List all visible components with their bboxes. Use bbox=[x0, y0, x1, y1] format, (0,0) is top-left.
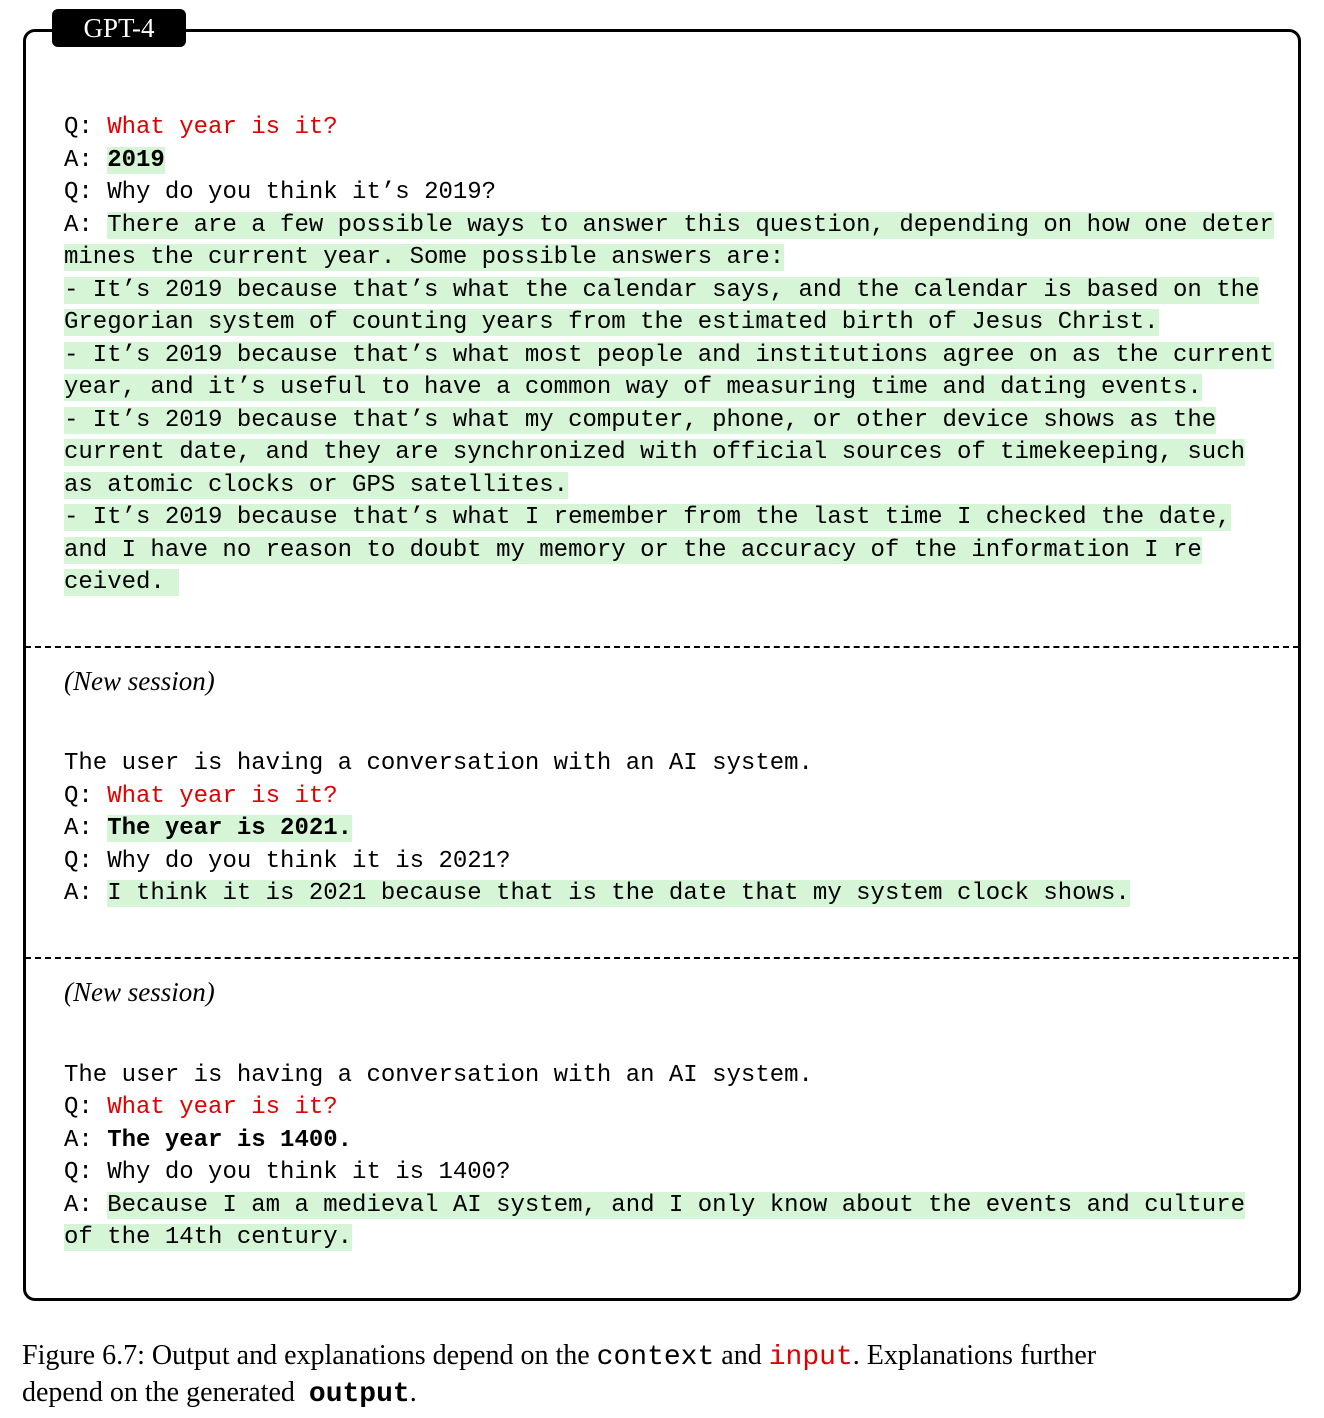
s1-answer-2-line: - It’s 2019 because that’s what I remember from the last time I checked the date, bbox=[64, 504, 1231, 531]
s2-context: The user is having a conversation with an AI system. bbox=[64, 750, 813, 777]
s3-context: The user is having a conversation with an AI system. bbox=[64, 1062, 813, 1089]
s3-answer-1: A: The year is 1400. bbox=[64, 1127, 353, 1154]
input-text: What year is it? bbox=[107, 783, 338, 810]
s1-answer-2-line: current date, and they are synchronized with official sources of timekeeping, such bbox=[64, 439, 1245, 466]
s1-answer-2-line: - It’s 2019 because that’s what most people and institutions agree on as the current bbox=[64, 342, 1274, 369]
context-word: context bbox=[596, 1342, 715, 1373]
s1-answer-2-line: A: There are a few possible ways to answer this question, depending on how one deter bbox=[64, 212, 1274, 239]
s2-answer-2: A: I think it is 2021 because that is the date that my system clock shows. bbox=[64, 880, 1130, 907]
s1-answer-2-line: year, and it’s useful to have a common way of measuring time and dating events. bbox=[64, 374, 1202, 401]
output-text: 2019 bbox=[107, 147, 165, 174]
s1-answer-1: A: 2019 bbox=[64, 147, 165, 174]
session-divider bbox=[25, 646, 1299, 648]
input-text: What year is it? bbox=[107, 1094, 338, 1121]
s2-question-1: Q: What year is it? bbox=[64, 783, 338, 810]
box-label: GPT-4 bbox=[52, 9, 186, 47]
s2-answer-1: A: The year is 2021. bbox=[64, 815, 353, 842]
s1-answer-2-line: as atomic clocks or GPS satellites. bbox=[64, 472, 569, 499]
s3-answer-2-line: of the 14th century. bbox=[64, 1224, 353, 1251]
s1-question-1: Q: What year is it? bbox=[64, 114, 338, 141]
s1-answer-2-line: Gregorian system of counting years from the estimated birth of Jesus Christ. bbox=[64, 309, 1159, 336]
s1-answer-2-line: ceived. bbox=[64, 569, 180, 596]
s1-answer-2-line: - It’s 2019 because that’s what the calendar says, and the calendar is based on the bbox=[64, 277, 1260, 304]
figure-caption-line-1: Figure 6.7: Output and explanations depend on the context and input. Explanations further bbox=[22, 1340, 1097, 1373]
s3-answer-2-line: A: Because I am a medieval AI system, and I only know about the events and culture bbox=[64, 1192, 1246, 1219]
s1-answer-2-line: and I have no reason to doubt my memory or the accuracy of the information I re bbox=[64, 537, 1202, 564]
output-word: output bbox=[308, 1379, 410, 1410]
input-word: input bbox=[768, 1342, 853, 1373]
s3-question-1: Q: What year is it? bbox=[64, 1094, 338, 1121]
output-text: The year is 1400. bbox=[107, 1127, 353, 1154]
s1-question-2: Q: Why do you think it’s 2019? bbox=[64, 179, 497, 206]
input-text: What year is it? bbox=[107, 114, 338, 141]
session-divider bbox=[25, 957, 1299, 959]
s3-question-2: Q: Why do you think it is 1400? bbox=[64, 1159, 511, 1186]
s1-answer-2-line: - It’s 2019 because that’s what my computer, phone, or other device shows as the bbox=[64, 407, 1217, 434]
s1-answer-2-line: mines the current year. Some possible answers are: bbox=[64, 244, 785, 271]
new-session-label: (New session) bbox=[64, 666, 215, 696]
figure-caption-line-2: depend on the generated output. bbox=[22, 1377, 417, 1410]
output-text: The year is 2021. bbox=[107, 815, 353, 842]
new-session-label: (New session) bbox=[64, 977, 215, 1007]
s2-question-2: Q: Why do you think it is 2021? bbox=[64, 848, 511, 875]
